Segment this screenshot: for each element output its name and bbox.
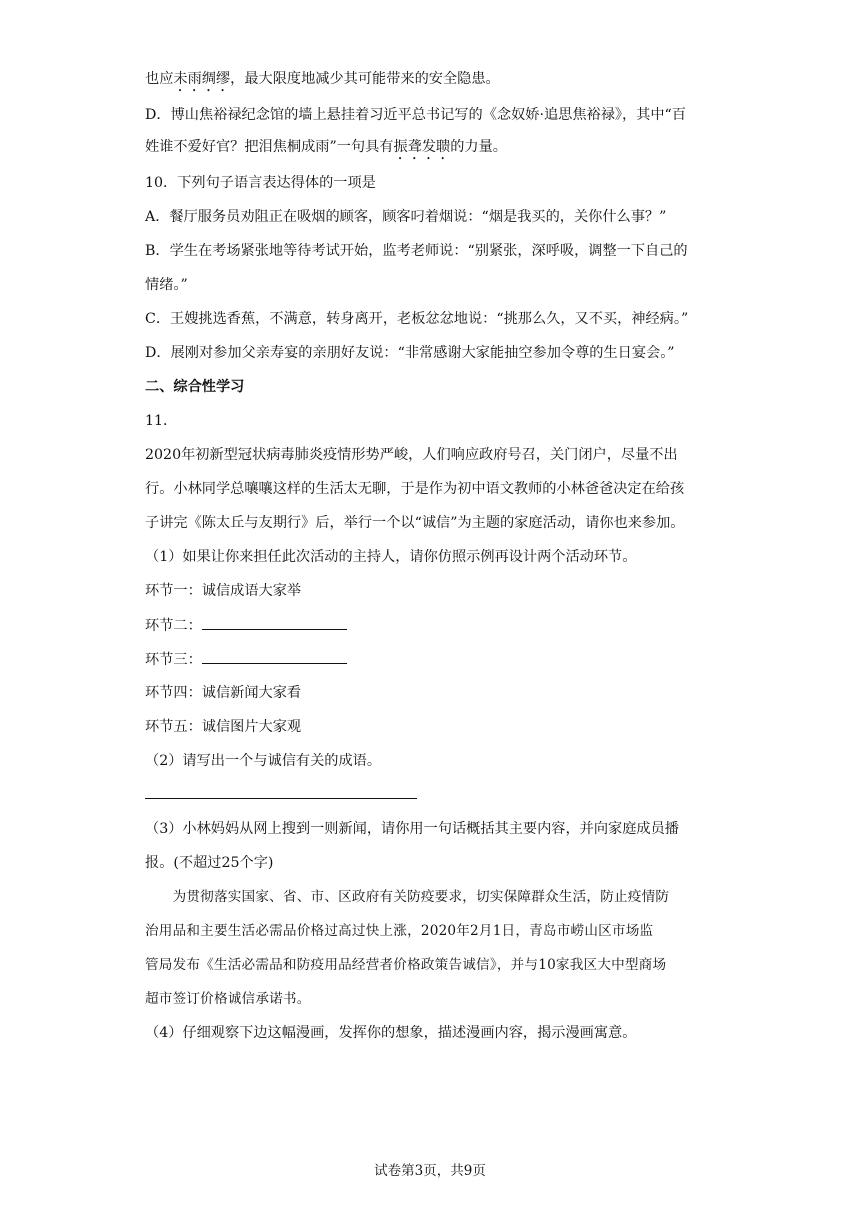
news-line2: 治用品和主要生活必需品价格过高过快上涨，2020年2月1日，青岛市崂山区市场监 (145, 923, 654, 939)
q11-paragraph-line3: 子讲完《陈太丘与友期行》后，举行一个以“诚信”为主题的家庭活动，请你也来参加。 (145, 515, 685, 531)
section-heading: 二、综合性学习 (145, 379, 245, 395)
q10-option-b-line1: B．学生在考场紧张地等待考试开始，监考老师说：“别紧张，深呼吸，调整一下自己的 (145, 243, 688, 259)
question-10: 10．下列句子语言表达得体的一项是 (145, 175, 376, 191)
segment-5: 环节五：诚信图片大家观 (145, 719, 302, 735)
option-d-line1: D．博山焦裕禄纪念馆的墙上悬挂着习近平总书记写的《念奴娇·追思焦裕禄》，其中“百 (145, 107, 686, 123)
segment-2: 环节二： (145, 615, 347, 636)
news-line3: 管局发布《生活必需品和防疫用品经营者价格政策告诚信》，并与10家我区大中型商场 (145, 957, 667, 973)
segment-1: 环节一：诚信成语大家举 (145, 583, 302, 599)
option-c-continuation: 也应未雨绸缪，最大限度地减少其可能带来的安全隐患。 (145, 71, 500, 87)
emphasized-idiom: 未雨绸缪 (173, 71, 231, 87)
q10-option-d: D．展刚对参加父亲寿宴的亲朋好友说：“非常感谢大家能抽空参加令尊的生日宴会。” (145, 345, 675, 361)
page-footer: 试卷第3页，共9页 (374, 1163, 486, 1179)
answer-blank[interactable] (202, 649, 347, 664)
answer-blank[interactable] (202, 615, 347, 630)
emphasized-idiom: 振聋发聩 (393, 139, 451, 155)
sub-question-2: （2）请写出一个与诚信有关的成语。 (145, 753, 382, 769)
option-d-line2: 姓谁不爱好官？把泪焦桐成雨”一句具有振聋发聩的力量。 (145, 139, 507, 155)
segment-4: 环节四：诚信新闻大家看 (145, 685, 302, 701)
q10-option-c: C．王嫂挑选香蕉，不满意，转身离开，老板忿忿地说：“挑那么久，又不买，神经病。” (145, 311, 689, 327)
sub-question-4: （4）仔细观察下边这幅漫画，发挥你的想象，描述漫画内容，揭示漫画寓意。 (145, 1025, 637, 1041)
sub-question-1: （1）如果让你来担任此次活动的主持人，请你仿照示例再设计两个活动环节。 (145, 549, 637, 565)
q11-paragraph-line2: 行。小林同学总嚷嚷这样的生活太无聊，于是作为初中语文教师的小林爸爸决定在给孩 (145, 481, 685, 497)
sub-question-3-line1: （3）小林妈妈从网上搜到一则新闻，请你用一句话概括其主要内容，并向家庭成员播 (145, 821, 679, 837)
news-line4: 超市签订价格诚信承诺书。 (145, 991, 311, 1007)
sub-question-3-line2: 报。(不超过25个字) (145, 855, 274, 871)
answer-line[interactable] (145, 798, 417, 799)
q10-option-a: A．餐厅服务员劝阻正在吸烟的顾客，顾客叼着烟说：“烟是我买的，关你什么事？” (145, 209, 667, 225)
question-11: 11． (145, 413, 178, 429)
q11-paragraph-line1: 2020年初新型冠状病毒肺炎疫情形势严峻，人们响应政府号召，关门闭户，尽量不出 (145, 447, 678, 463)
segment-3: 环节三： (145, 649, 347, 670)
news-line1: 为贯彻落实国家、省、市、区政府有关防疫要求，切实保障群众生活，防止疫情防 (145, 889, 670, 905)
q10-option-b-line2: 情绪。” (145, 277, 188, 293)
